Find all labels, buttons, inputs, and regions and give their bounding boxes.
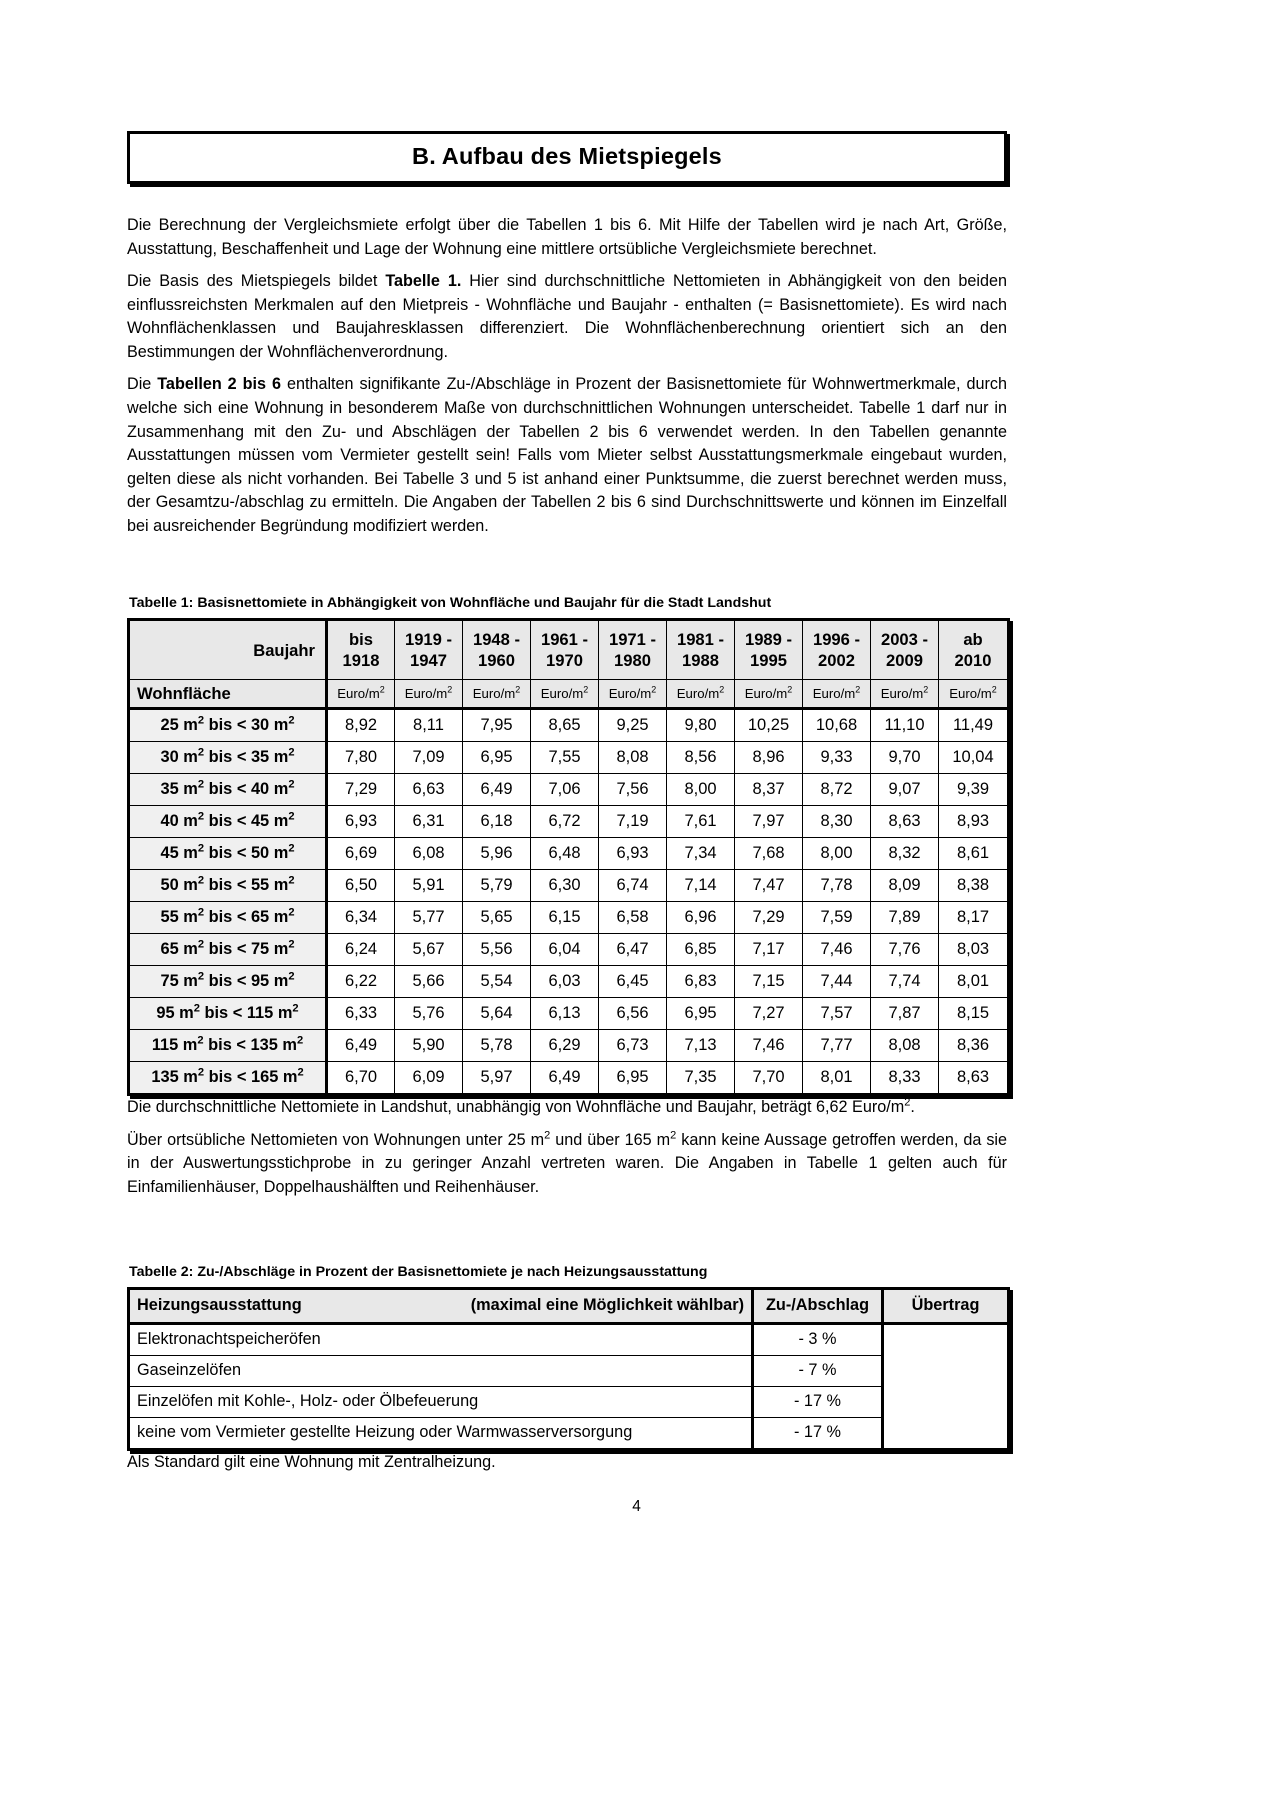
table1-cell: 5,91 <box>395 870 463 902</box>
table-row <box>129 1062 1009 1095</box>
table1-unit-5-text: Euro/m <box>676 686 720 702</box>
table1-unit-9-text: Euro/m <box>949 686 992 702</box>
table1-unit-0-sup: 2 <box>379 684 385 695</box>
table1-cell: 8,65 <box>531 709 599 742</box>
page-content <box>127 0 1007 1483</box>
table1-col-2-line2: 1960 <box>478 651 515 671</box>
table2-caption: Tabelle 2: Zu-/Abschläge in Prozent der Basisnettomiete je nach Heizungsausstattung <box>129 1263 708 1280</box>
table1-cell: 6,31 <box>395 806 463 838</box>
table1-cell: 5,96 <box>463 838 531 870</box>
table1-cell: 8,08 <box>599 742 667 774</box>
table1-col-7-line2: 2002 <box>818 651 855 671</box>
table1-cell: 6,33 <box>327 998 395 1030</box>
table1-cell: 8,93 <box>939 806 1009 838</box>
table1-cell: 7,35 <box>667 1062 735 1095</box>
table1-cell: 5,54 <box>463 966 531 998</box>
table-row <box>129 902 1009 934</box>
note-range-limits <box>127 1129 1007 1200</box>
table2-header-row <box>129 1288 1009 1323</box>
table1-cell: 7,17 <box>735 934 803 966</box>
table1-col-0-line2: 1918 <box>342 651 380 671</box>
table1-col-5-line2: 1988 <box>682 651 719 671</box>
table1-unit-5-sup: 2 <box>719 684 725 695</box>
note-average-rent <box>127 1096 1007 1120</box>
table1-col-1-line2: 1947 <box>410 651 447 671</box>
note-average-rent-sup: 2 <box>904 1096 911 1109</box>
table-basisnettomiete <box>127 618 1010 1096</box>
table-row <box>129 806 1009 838</box>
table1-cell: 7,27 <box>735 998 803 1030</box>
table1-cell: 6,45 <box>599 966 667 998</box>
paragraph-table1-basis-part2: Hier sind durchschnittliche Nettomieten in Abhängigkeit von den beiden einflussreichsten Merkmalen auf den Mietpreis - Wohnfläche und Baujahr - enthalten (= Basisnettomiete). Es wird nach Wohnflächenklassen und Baujahresklassen differenziert. Die Wohnflächenberechnung orientiert sich an den Bestimmungen der Wohnflächenverordnung. <box>127 272 1007 361</box>
table1-cell: 8,37 <box>735 774 803 806</box>
table1-cell: 7,95 <box>463 709 531 742</box>
page-footer-number: 4 <box>632 1498 641 1515</box>
table-heizungsausstattung <box>127 1287 1010 1451</box>
table1-cell: 7,87 <box>871 998 939 1030</box>
note-standard-heating: Als Standard gilt eine Wohnung mit Zentralheizung. <box>127 1452 496 1471</box>
table1-row-label: 75 $m^2$ bis < 95 $m^2$ <box>129 966 327 998</box>
table1-cell: 5,90 <box>395 1030 463 1062</box>
table1-col-9-line2: 2010 <box>954 651 992 671</box>
table1-cell: 6,30 <box>531 870 599 902</box>
table1-cell: 7,44 <box>803 966 871 998</box>
table1-unit-8 <box>871 680 939 709</box>
paragraph-tables2to6-emphasis: Tabellen 2 bis 6 <box>157 375 281 394</box>
table1-cell: 7,80 <box>327 742 395 774</box>
table1-unit-7-text: Euro/m <box>812 686 856 702</box>
table1-cell: 6,22 <box>327 966 395 998</box>
table1-row-label: 45 $m^2$ bis < 50 $m^2$ <box>129 838 327 870</box>
table1-cell: 6,13 <box>531 998 599 1030</box>
table1-col-8 <box>871 620 939 680</box>
table1-cell: 6,83 <box>667 966 735 998</box>
table1-cell: 8,03 <box>939 934 1009 966</box>
table1-cell: 7,89 <box>871 902 939 934</box>
table1-cell: 6,93 <box>599 838 667 870</box>
paragraph-table1-basis-emphasis: Tabelle 1. <box>385 272 462 291</box>
table1-cell: 8,92 <box>327 709 395 742</box>
table1-row-label: 25 $m^2$ bis < 30 $m^2$ <box>129 709 327 742</box>
table1-body <box>129 709 1009 1095</box>
table2-header-feature-cell <box>129 1288 753 1323</box>
table1-unit-4 <box>599 680 667 709</box>
table1-row-label: 65 $m^2$ bis < 75 $m^2$ <box>129 934 327 966</box>
table1-col-8-line1: 2003 - <box>880 630 929 650</box>
table1-col-4 <box>599 620 667 680</box>
table1-cell: 7,78 <box>803 870 871 902</box>
table1-cell: 7,74 <box>871 966 939 998</box>
table1-cell: 8,30 <box>803 806 871 838</box>
table1-unit-8-sup: 2 <box>923 684 929 695</box>
table2-uebertrag-input[interactable] <box>883 1323 1009 1449</box>
table1-col-3-line2: 1970 <box>546 651 583 671</box>
table1-cell: 6,49 <box>531 1062 599 1095</box>
table1-cell: 6,47 <box>599 934 667 966</box>
table1-cell: 9,07 <box>871 774 939 806</box>
table1-corner-baujahr: Baujahr <box>129 620 327 680</box>
table1-cell: 11,10 <box>871 709 939 742</box>
table1-cell: 6,48 <box>531 838 599 870</box>
paragraph-table1-basis <box>127 270 1007 364</box>
table1-cell: 9,70 <box>871 742 939 774</box>
table1-unit-8-text: Euro/m <box>880 686 924 702</box>
table1-cell: 8,01 <box>939 966 1009 998</box>
table1-cell: 9,25 <box>599 709 667 742</box>
table1-unit-6-text: Euro/m <box>744 686 788 702</box>
table1-cell: 7,09 <box>395 742 463 774</box>
table1-cell: 6,50 <box>327 870 395 902</box>
table1-row-label: 135 $m^2$ bis < 165 $m^2$ <box>129 1062 327 1095</box>
table1-cell: 6,29 <box>531 1030 599 1062</box>
table-row <box>129 709 1009 742</box>
table1-cell: 6,18 <box>463 806 531 838</box>
table1-unit-4-text: Euro/m <box>608 686 652 702</box>
table1-cell: 7,68 <box>735 838 803 870</box>
table1-unit-5 <box>667 680 735 709</box>
table1-unit-1 <box>395 680 463 709</box>
table1-cell: 7,70 <box>735 1062 803 1095</box>
table2-feature-label: Elektronachtspeicheröfen <box>129 1323 753 1355</box>
table1-cell: 5,65 <box>463 902 531 934</box>
table1-cell: 10,25 <box>735 709 803 742</box>
table1-unit-4-sup: 2 <box>651 684 657 695</box>
table1-unit-0 <box>327 680 395 709</box>
table1-cell: 8,09 <box>871 870 939 902</box>
table1-cell: 5,78 <box>463 1030 531 1062</box>
table1-caption: Tabelle 1: Basisnettomiete in Abhängigkeit von Wohnfläche und Baujahr für die Stadt Landshut <box>129 595 772 612</box>
table1-cell: 6,73 <box>599 1030 667 1062</box>
table1-cell: 6,72 <box>531 806 599 838</box>
table1-cell: 6,58 <box>599 902 667 934</box>
section-title-banner <box>127 131 1007 184</box>
note-average-rent-part1: Die durchschnittliche Nettomiete in Landshut, unabhängig von Wohnfläche und Baujahr, beträgt 6,62 Euro/m <box>127 1098 905 1117</box>
table1-cell: 6,95 <box>667 998 735 1030</box>
table1-cell: 6,96 <box>667 902 735 934</box>
table1-col-1-line1: 1919 - <box>404 630 453 650</box>
table1-cell: 7,46 <box>735 1030 803 1062</box>
table1-cell: 7,59 <box>803 902 871 934</box>
paragraph-table1-basis-part1: Die Basis des Mietspiegels bildet <box>127 272 386 291</box>
table1-cell: 10,68 <box>803 709 871 742</box>
table1-col-6-line1: 1989 - <box>744 630 793 650</box>
table2-feature-label: Einzelöfen mit Kohle-, Holz- oder Ölbefeuerung <box>129 1386 753 1417</box>
table1-cell: 7,13 <box>667 1030 735 1062</box>
table1-cell: 7,77 <box>803 1030 871 1062</box>
table1-cell: 8,00 <box>667 774 735 806</box>
table1-cell: 7,47 <box>735 870 803 902</box>
table-row <box>129 1030 1009 1062</box>
table1-unit-2-sup: 2 <box>515 684 521 695</box>
table1-cell: 6,56 <box>599 998 667 1030</box>
table1-cell: 6,95 <box>599 1062 667 1095</box>
table1-cell: 6,70 <box>327 1062 395 1095</box>
table1-cell: 8,96 <box>735 742 803 774</box>
table1-col-0-line1: bis <box>349 630 373 650</box>
table1-col-2 <box>463 620 531 680</box>
table1-row-label: 30 $m^2$ bis < 35 $m^2$ <box>129 742 327 774</box>
table1-cell: 6,03 <box>531 966 599 998</box>
table1-col-8-line2: 2009 <box>886 651 923 671</box>
paragraph-intro <box>127 214 1007 261</box>
table1-row-label: 115 $m^2$ bis < 135 $m^2$ <box>129 1030 327 1062</box>
table1-cell: 8,61 <box>939 838 1009 870</box>
note-range-part1: Über ortsübliche Nettomieten von Wohnungen unter 25 m <box>127 1130 545 1149</box>
table1-unit-7-sup: 2 <box>855 684 861 695</box>
table1-cell: 6,15 <box>531 902 599 934</box>
table1-cell: 7,97 <box>735 806 803 838</box>
table1-col-0 <box>327 620 395 680</box>
table1-unit-3-text: Euro/m <box>540 686 584 702</box>
table1-cell: 7,06 <box>531 774 599 806</box>
table1-cell: 8,00 <box>803 838 871 870</box>
table1-cell: 7,29 <box>327 774 395 806</box>
table-row <box>129 998 1009 1030</box>
table1-cell: 5,66 <box>395 966 463 998</box>
table-row <box>129 1417 1009 1449</box>
table1-cell: 8,63 <box>871 806 939 838</box>
table2-header-hint: (maximal eine Möglichkeit wählbar) <box>470 1296 744 1315</box>
table1-cell: 7,57 <box>803 998 871 1030</box>
table1-header-row-units <box>129 680 1009 709</box>
table1-cell: 11,49 <box>939 709 1009 742</box>
table-row <box>129 742 1009 774</box>
table1-rowheader-label: Wohnfläche <box>129 680 327 709</box>
table2-value: - 17 % <box>753 1417 883 1449</box>
table2-body <box>129 1323 1009 1449</box>
table1-cell: 6,04 <box>531 934 599 966</box>
table1-cell: 8,33 <box>871 1062 939 1095</box>
table1-cell: 8,63 <box>939 1062 1009 1095</box>
table1-col-6 <box>735 620 803 680</box>
paragraph-intro-text: Die Berechnung der Vergleichsmiete erfolgt über die Tabellen 1 bis 6. Mit Hilfe der Tabellen wird je nach Art, Größe, Ausstattung, Beschaffenheit und Lage der Wohnung eine mittlere ortsübliche Vergleichsmiete berechnet. <box>127 216 1007 258</box>
table1-cell: 8,36 <box>939 1030 1009 1062</box>
table1-unit-3-sup: 2 <box>583 684 589 695</box>
table1-cell: 6,49 <box>463 774 531 806</box>
table1-col-3 <box>531 620 599 680</box>
table1-cell: 8,17 <box>939 902 1009 934</box>
table1-cell: 9,80 <box>667 709 735 742</box>
table-row <box>129 1386 1009 1417</box>
table2-value: - 7 % <box>753 1355 883 1386</box>
table1-cell: 5,67 <box>395 934 463 966</box>
table1-cell: 8,08 <box>871 1030 939 1062</box>
table1-unit-9 <box>939 680 1009 709</box>
table1-cell: 8,72 <box>803 774 871 806</box>
page-title: B. Aufbau des Mietspiegels <box>412 143 722 169</box>
table1-row-label: 95 $m^2$ bis < 115 $m^2$ <box>129 998 327 1030</box>
table1-cell: 7,29 <box>735 902 803 934</box>
table1-cell: 7,46 <box>803 934 871 966</box>
table1-col-4-line2: 1980 <box>614 651 651 671</box>
table1-cell: 7,56 <box>599 774 667 806</box>
table-row <box>129 870 1009 902</box>
table1-cell: 6,93 <box>327 806 395 838</box>
table1-cell: 6,74 <box>599 870 667 902</box>
table1-cell: 9,39 <box>939 774 1009 806</box>
table1-col-5-line1: 1981 - <box>676 630 725 650</box>
table1-cell: 8,15 <box>939 998 1009 1030</box>
table1-cell: 5,64 <box>463 998 531 1030</box>
table1-cell: 6,69 <box>327 838 395 870</box>
table1-unit-6 <box>735 680 803 709</box>
table1-unit-3 <box>531 680 599 709</box>
table2-value: - 17 % <box>753 1386 883 1417</box>
table1-col-1 <box>395 620 463 680</box>
table1-unit-1-sup: 2 <box>447 684 453 695</box>
table1-cell: 7,34 <box>667 838 735 870</box>
table1-cell: 5,77 <box>395 902 463 934</box>
table1-col-9-line1: ab <box>963 630 983 650</box>
table1-cell: 7,76 <box>871 934 939 966</box>
table2-head <box>129 1288 1009 1323</box>
table1-cell: 9,33 <box>803 742 871 774</box>
table1-cell: 5,76 <box>395 998 463 1030</box>
table1-cell: 6,09 <box>395 1062 463 1095</box>
table2-value: - 3 % <box>753 1323 883 1355</box>
table1-unit-6-sup: 2 <box>787 684 793 695</box>
table1-cell: 6,34 <box>327 902 395 934</box>
note-range-sup1: 2 <box>544 1129 551 1142</box>
table1-unit-0-text: Euro/m <box>337 686 380 702</box>
table1-unit-9-sup: 2 <box>991 684 997 695</box>
table1-cell: 7,19 <box>599 806 667 838</box>
table1-cell: 6,85 <box>667 934 735 966</box>
table2-header-feature: Heizungsausstattung <box>137 1296 302 1315</box>
table1-cell: 8,11 <box>395 709 463 742</box>
table-row <box>129 1323 1009 1355</box>
note-average-rent-part2: . <box>910 1098 915 1117</box>
table1-unit-7 <box>803 680 871 709</box>
table1-row-label: 50 $m^2$ bis < 55 $m^2$ <box>129 870 327 902</box>
table1-cell: 6,63 <box>395 774 463 806</box>
table1-col-2-line1: 1948 - <box>472 630 521 650</box>
table-row <box>129 966 1009 998</box>
table2-header-zuabschlag: Zu-/Abschlag <box>753 1288 883 1323</box>
table1-cell: 6,08 <box>395 838 463 870</box>
paragraph-tables2to6-part1: Die <box>127 375 158 394</box>
table1-unit-2-text: Euro/m <box>472 686 516 702</box>
note-range-part3: kann keine Aussage getroffen werden, da sie in der Auswertungsstichprobe in zu geringer Anzahl vertreten waren. Die Angaben in Tabelle 1 gelten auch für Einfamilienhäuser, Doppelhaushälften und Reihenhäuser. <box>127 1130 1008 1196</box>
note-range-part2: und über 165 m <box>550 1130 671 1149</box>
table1-header-row-years <box>129 620 1009 680</box>
table1-col-3-line1: 1961 - <box>540 630 589 650</box>
table-row <box>129 774 1009 806</box>
table1-col-6-line2: 1995 <box>750 651 787 671</box>
table1-cell: 10,04 <box>939 742 1009 774</box>
table1-row-label: 35 $m^2$ bis < 40 $m^2$ <box>129 774 327 806</box>
table-row <box>129 934 1009 966</box>
table1-cell: 7,55 <box>531 742 599 774</box>
table2-feature-label: keine vom Vermieter gestellte Heizung oder Warmwasserversorgung <box>129 1417 753 1449</box>
table1-col-4-line1: 1971 - <box>608 630 657 650</box>
table1-col-9 <box>939 620 1009 680</box>
table1-cell: 5,79 <box>463 870 531 902</box>
table1-unit-2 <box>463 680 531 709</box>
table1-head <box>129 620 1009 709</box>
table2-header-uebertrag: Übertrag <box>883 1288 1009 1323</box>
table1-cell: 7,14 <box>667 870 735 902</box>
paragraph-tables2to6-part2: enthalten signifikante Zu-/Abschläge in Prozent der Basisnettomiete für Wohnwertmerkmale, durch welche sich eine Wohnung in besonderem Maße von durchschnittlichen Wohnungen unterscheidet. Tabelle 1 darf nur in Zusammenhang mit den Zu- und Abschlägen der Tabellen 2 bis 6 verwendet werden. In den Tabellen genannte Ausstattungen müssen vom Vermieter gestellt sein! Falls vom Mieter selbst Ausstattungsmerkmale eingebaut wurden, gelten diese als nicht vorhanden. Bei Tabelle 3 und 5 ist anhand einer Punktsumme, die zuerst berechnet werden muss, der Gesamtzu-/abschlag zu ermitteln. Die Angaben der Tabellen 2 bis 6 sind Durchschnittswerte und können im Einzelfall bei ausreichender Begründung modifiziert werden. <box>127 375 1007 535</box>
table1-col-7 <box>803 620 871 680</box>
table1-cell: 8,32 <box>871 838 939 870</box>
table1-row-label: 40 $m^2$ bis < 45 $m^2$ <box>129 806 327 838</box>
table1-col-7-line1: 1996 - <box>812 630 861 650</box>
table1-cell: 5,56 <box>463 934 531 966</box>
table-row <box>129 838 1009 870</box>
table1-unit-1-text: Euro/m <box>404 686 448 702</box>
table1-cell: 6,95 <box>463 742 531 774</box>
table1-cell: 8,56 <box>667 742 735 774</box>
table1-cell: 6,49 <box>327 1030 395 1062</box>
note-range-sup2: 2 <box>670 1129 677 1142</box>
table1-cell: 8,01 <box>803 1062 871 1095</box>
paragraph-tables2to6 <box>127 373 1007 538</box>
table1-col-5 <box>667 620 735 680</box>
table-row <box>129 1355 1009 1386</box>
table1-cell: 7,61 <box>667 806 735 838</box>
table1-cell: 8,38 <box>939 870 1009 902</box>
table2-feature-label: Gaseinzelöfen <box>129 1355 753 1386</box>
table1-cell: 5,97 <box>463 1062 531 1095</box>
table1-row-label: 55 $m^2$ bis < 65 $m^2$ <box>129 902 327 934</box>
table1-cell: 7,15 <box>735 966 803 998</box>
table1-cell: 6,24 <box>327 934 395 966</box>
